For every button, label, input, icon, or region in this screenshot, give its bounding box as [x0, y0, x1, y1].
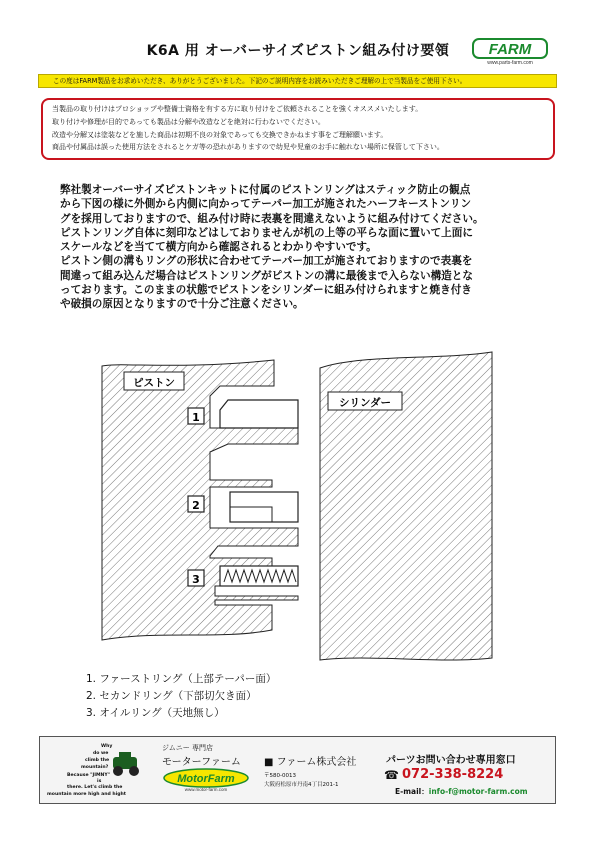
- farm-logo: [472, 36, 548, 66]
- contact-title: パーツお問い合わせ専用窓口: [386, 755, 516, 766]
- phone-number[interactable]: 072-338-8224: [402, 767, 504, 782]
- ring-number-1: 1: [192, 411, 200, 424]
- cylinder-label: シリンダー: [338, 397, 392, 409]
- email-line: [395, 786, 528, 797]
- company-address: [264, 772, 338, 790]
- legend-item: 1. ファーストリング（上部テーパー面）: [86, 673, 277, 685]
- company-name: ■ ファーム株式会社: [264, 757, 357, 768]
- phone-icon: ☎: [384, 768, 399, 782]
- logo-text: FARM: [488, 41, 532, 58]
- slogan-line: climb the: [85, 758, 110, 763]
- body-line: や破損の原因となりますので十分ご注意ください。: [60, 298, 304, 311]
- street-address: 大阪府松原市丹南4丁目201-1: [264, 782, 339, 788]
- body-line: ピストンリング自体に刻印などはしておりませんが机の上等の平らな面に置いて上面に: [60, 226, 473, 239]
- body-line: 間違って組み込んだ場合はピストンリングがピストンの溝に最後まで入らない構造とな: [60, 269, 473, 282]
- email-label: E-mail：: [395, 787, 429, 796]
- legend-item: 3. オイルリング（天地無し）: [86, 707, 225, 719]
- caution-line: 商品や付属品は誤った使用方法をされるとケガ等の恐れがありますので幼児や児童のお手に触れない場所に保管して下さい。: [52, 143, 444, 152]
- motorfarm-url: www.motor-farm.com: [184, 787, 228, 792]
- email-link[interactable]: info-f@motor-farm.com: [428, 787, 528, 796]
- body-line: グを採用しておりますので、組み付け時に表裏を間違えないように組み付けてください。: [60, 212, 484, 225]
- body-line: 弊社製オーバーサイズピストンキットに付属のピストンリングはスティック防止の観点: [60, 184, 471, 196]
- ring-number-3: 3: [192, 573, 200, 586]
- slogan-line: mountain?: [81, 765, 109, 770]
- slogan-block: [45, 741, 145, 799]
- ring-number-2: 2: [192, 499, 200, 512]
- motorfarm-logo: [162, 768, 250, 792]
- first-ring: [220, 400, 298, 428]
- jeep-icon: [109, 749, 143, 779]
- slogan-line: Because "JIMNY": [67, 773, 111, 778]
- shop-name: モーターファーム: [162, 757, 241, 768]
- slogan-line: Why: [101, 744, 113, 749]
- instructions-text: [60, 183, 540, 312]
- ring-diagram: [0, 340, 595, 674]
- body-line: っております。このままの状態でピストンをシリンダーに組み付けられますと焼き付き: [60, 284, 472, 297]
- slogan-line: is: [97, 779, 102, 784]
- footer: [39, 736, 556, 804]
- usage-notice-bar: この度はFARM製品をお求めいただき、ありがとうございました。下記のご説明内容をお読みいただきご理解の上で当製品をご使用下さい。: [38, 74, 557, 88]
- slogan-line: do we: [93, 751, 109, 756]
- caution-box: [41, 98, 555, 160]
- slogan-line: there. Let's climb the: [67, 785, 123, 790]
- body-line: スケールなどを当てて横方向から確認されるとわかりやすいです。: [60, 241, 377, 254]
- piston-label: ピストン: [133, 377, 175, 389]
- caution-line: 当製品の取り付けはプロショップや整備士資格を有する方に取り付けをご依頼されることを強くオススメいたします。: [52, 105, 423, 113]
- body-line: から下図の様に外側から内側に向かってテーパー加工が施されたハーフキーストンリン: [60, 198, 472, 211]
- slogan-line: mountain more high and hight: [47, 792, 127, 797]
- logo-url: www.parts-farm.com: [487, 60, 533, 66]
- ring-legend: [86, 671, 276, 722]
- shop-type: ジムニー 専門店: [162, 744, 213, 752]
- body-line: ピストン側の溝もリングの形状に合わせてテーパー加工が施されておりますので表裏を: [60, 255, 473, 268]
- caution-line: 改造や分解又は塗装などを施した商品は初期不良の対象であっても交換できかねます事をご理解願います。: [52, 130, 388, 139]
- caution-line: 取り付けや修理が目的であっても製品は分解や改造などを絶対に行わないでください。: [52, 117, 325, 126]
- postal-code: 〒580-0013: [264, 773, 296, 779]
- legend-item: 2. セカンドリング（下部切欠き面）: [86, 690, 257, 702]
- page-title: K6A 用 オーバーサイズピストン組み付け要領: [146, 43, 450, 59]
- motorfarm-logo-text: MotorFarm: [177, 773, 235, 785]
